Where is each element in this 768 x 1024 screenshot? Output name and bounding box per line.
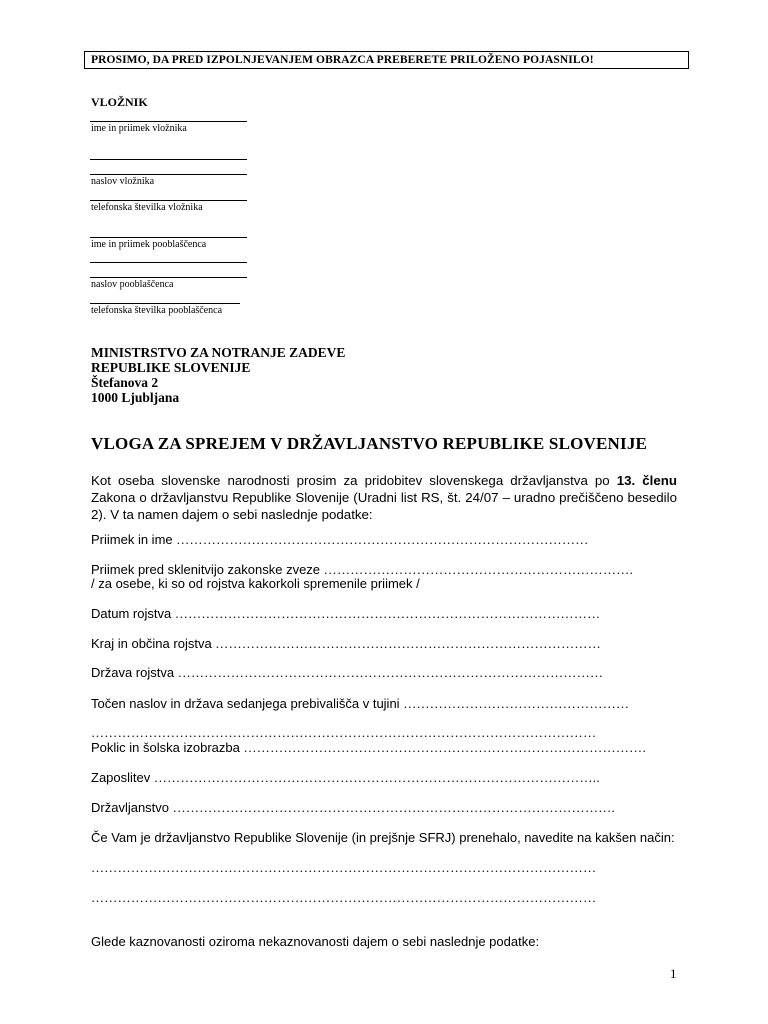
fill-dots[interactable]: ………………………………………………………………………………. xyxy=(243,740,647,755)
field-employment[interactable] xyxy=(91,770,600,786)
applicant-heading: VLOŽNIK xyxy=(91,95,148,109)
field-current-address[interactable] xyxy=(91,696,629,712)
field-label: Kraj in občina rojstva xyxy=(91,636,212,651)
field-citizenship-loss-question: Če Vam je državljanstvo Republike Slovenije (in prejšnje SFRJ) prenehalo, navedite na kakšen način: xyxy=(91,830,675,845)
recipient-line-2: REPUBLIKE SLOVENIJE xyxy=(91,360,251,375)
proxy-name-caption: ime in priimek pooblaščenca xyxy=(91,239,207,250)
intro-article-bold: 13. členu xyxy=(616,473,677,488)
proxy-address-line-1[interactable] xyxy=(90,262,247,263)
fill-dots[interactable]: ……………………………………………………………. xyxy=(323,562,634,577)
recipient-line-4: 1000 Ljubljana xyxy=(91,390,180,405)
field-profession-education[interactable] xyxy=(91,740,646,756)
applicant-phone-caption: telefonska številka vložnika xyxy=(91,202,203,213)
fill-dots[interactable]: …………………………………………… xyxy=(403,696,630,711)
fill-dots[interactable]: …………………………………………………………………………… xyxy=(215,636,601,651)
fill-dots[interactable]: ………………………………………………………………………………… xyxy=(176,532,589,547)
field-surname-note: / za osebe, ki so od rojstva kakorkoli spremenile priimek / xyxy=(91,576,420,591)
field-citizenship-loss-line-2[interactable]: …………………………………………………………………………………………………… xyxy=(91,890,597,905)
applicant-phone-line[interactable] xyxy=(90,200,247,201)
intro-paragraph xyxy=(91,472,677,523)
proxy-name-line[interactable] xyxy=(90,237,247,238)
field-label: Točen naslov in država sedanjega prebivališča v tujini xyxy=(91,696,400,711)
field-birth-date[interactable] xyxy=(91,606,600,622)
applicant-address-line-1[interactable] xyxy=(90,159,247,160)
fill-dots[interactable]: ……………………………………………………………………………………….. xyxy=(153,770,600,785)
field-surname-name[interactable] xyxy=(91,532,589,548)
intro-text-after: Zakona o državljanstvu Republike Slovenije (Uradni list RS, št. 24/07 – uradno prečiščeno besedilo 2). V ta namen dajem o sebi naslednje podatke: xyxy=(91,490,677,522)
proxy-address-line-2[interactable] xyxy=(90,277,247,278)
page-number: 1 xyxy=(670,966,677,981)
field-birth-country[interactable] xyxy=(91,665,603,681)
field-citizenship[interactable] xyxy=(91,800,615,816)
fill-dots[interactable]: …………………………………………………………………………………… xyxy=(174,606,601,621)
proxy-phone-line[interactable] xyxy=(90,303,240,304)
field-label: Država rojstva xyxy=(91,665,175,680)
criminal-record-text: Glede kaznovanosti oziroma nekaznovanosti dajem o sebi naslednje podatke: xyxy=(91,934,540,949)
field-label: Poklic in šolska izobrazba xyxy=(91,740,240,755)
field-label: Priimek pred sklenitvijo zakonske zveze xyxy=(91,562,321,577)
proxy-address-caption: naslov pooblaščenca xyxy=(91,279,174,290)
applicant-address-line-2[interactable] xyxy=(90,174,247,175)
field-label: Državljanstvo xyxy=(91,800,170,815)
field-citizenship-loss-line-1[interactable]: …………………………………………………………………………………………………… xyxy=(91,860,597,875)
recipient-line-1: MINISTRSTVO ZA NOTRANJE ZADEVE xyxy=(91,345,346,360)
notice-box: PROSIMO, DA PRED IZPOLNJEVANJEM OBRAZCA PREBERETE PRILOŽENO POJASNILO! xyxy=(84,51,689,69)
recipient-line-3: Štefanova 2 xyxy=(91,375,159,390)
applicant-name-caption: ime in priimek vložnika xyxy=(91,123,187,134)
field-label: Zaposlitev xyxy=(91,770,151,785)
intro-text-before: Kot oseba slovenske narodnosti prosim za pridobitev slovenskega državljanstva po xyxy=(91,473,617,488)
proxy-phone-caption: telefonska številka pooblaščenca xyxy=(91,305,223,316)
fill-dots[interactable]: ………………………………………………………………………………………. xyxy=(172,800,616,815)
field-current-address-line-2[interactable]: …………………………………………………………………………………………………… xyxy=(91,725,597,740)
fill-dots[interactable]: …………………………………………………………………………………… xyxy=(177,665,604,680)
field-birth-place[interactable] xyxy=(91,636,601,652)
form-title: VLOGA ZA SPREJEM V DRŽAVLJANSTVO REPUBLIKE SLOVENIJE xyxy=(91,434,648,453)
field-label: Datum rojstva xyxy=(91,606,172,621)
field-label: Priimek in ime xyxy=(91,532,173,547)
applicant-address-caption: naslov vložnika xyxy=(91,176,155,187)
applicant-name-line[interactable] xyxy=(90,121,247,122)
